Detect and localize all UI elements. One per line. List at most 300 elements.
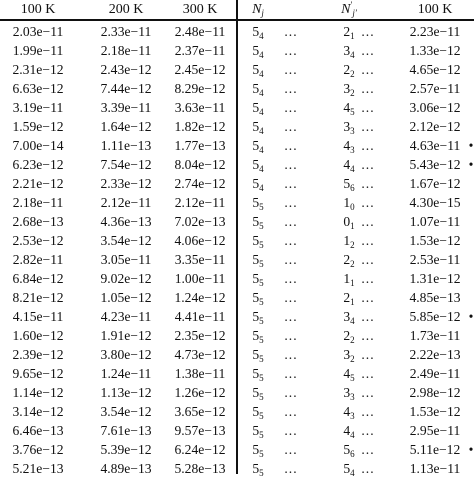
nj-value: 5 xyxy=(252,308,260,324)
cell-300k: 1.77e−13 xyxy=(174,137,226,153)
cell-ellipsis-left: ... xyxy=(284,194,298,210)
cell-300k: 2.45e−12 xyxy=(174,61,226,77)
cell-nj xyxy=(248,440,268,459)
cell-100k-left: 4.15e−11 xyxy=(12,308,64,324)
header-nj-symbol: N xyxy=(252,2,262,17)
njprime-subscript: 4 xyxy=(350,429,355,440)
cell-100k-right: 4.85e−13 xyxy=(409,289,461,305)
njprime-value: 5 xyxy=(343,175,351,191)
cell-300k: 7.02e−13 xyxy=(174,213,226,229)
cell-100k-left: 2.39e−12 xyxy=(12,346,64,362)
table-row xyxy=(0,459,474,478)
cell-nj xyxy=(248,212,268,231)
njprime-value: 3 xyxy=(343,384,351,400)
cell-300k: 3.35e−11 xyxy=(174,251,226,267)
cell-300k: 3.63e−11 xyxy=(174,99,226,115)
cell-ellipsis-left: ... xyxy=(284,346,298,362)
cell-100k-right: 4.63e−11 xyxy=(409,137,461,153)
nj-value: 5 xyxy=(252,137,260,153)
cell-300k: 9.57e−13 xyxy=(174,422,226,438)
cell-ellipsis-right: ... xyxy=(361,384,375,400)
nj-subscript: 5 xyxy=(259,429,264,440)
cell-100k-right: 1.67e−12 xyxy=(409,175,461,191)
table-row xyxy=(0,174,474,193)
cell-100k-left: 1.99e−11 xyxy=(12,42,64,58)
cell-nj xyxy=(248,117,268,136)
table-row xyxy=(0,307,474,326)
cell-ellipsis-right: ... xyxy=(361,23,375,39)
njprime-subscript: 3 xyxy=(350,144,355,155)
cell-100k-left: 2.21e−12 xyxy=(12,175,64,191)
cell-ellipsis-right: ... xyxy=(361,289,375,305)
cell-100k-left: 3.19e−11 xyxy=(12,99,64,115)
njprime-subscript: 1 xyxy=(350,220,355,231)
cell-ellipsis-left: ... xyxy=(284,289,298,305)
table-row xyxy=(0,136,474,155)
row-marker: • xyxy=(468,441,474,457)
nj-subscript: 5 xyxy=(259,334,264,345)
nj-value: 5 xyxy=(252,118,260,134)
cell-ellipsis-left: ... xyxy=(284,99,298,115)
nj-value: 5 xyxy=(252,422,260,438)
nj-value: 5 xyxy=(252,346,260,362)
cell-100k-right: 2.95e−11 xyxy=(409,422,461,438)
cell-300k: 2.37e−11 xyxy=(174,42,226,58)
cell-ellipsis-left: ... xyxy=(284,365,298,381)
njprime-value: 2 xyxy=(343,327,351,343)
header-200k: 200 K xyxy=(108,2,144,17)
njprime-value: 1 xyxy=(343,270,351,286)
njprime-value: 2 xyxy=(343,289,351,305)
njprime-subscript: 5 xyxy=(350,106,355,117)
cell-ellipsis-left: ... xyxy=(284,118,298,134)
cell-200k: 1.05e−12 xyxy=(100,289,152,305)
table-row xyxy=(0,117,474,136)
nj-value: 5 xyxy=(252,80,260,96)
cell-ellipsis-right: ... xyxy=(361,194,375,210)
njprime-value: 3 xyxy=(343,308,351,324)
cell-300k: 8.04e−12 xyxy=(174,156,226,172)
njprime-subscript: 0 xyxy=(350,201,355,212)
cell-100k-left: 2.31e−12 xyxy=(12,61,64,77)
cell-200k: 3.05e−11 xyxy=(100,251,152,267)
cell-100k-left: 6.63e−12 xyxy=(12,80,64,96)
cell-ellipsis-right: ... xyxy=(361,232,375,248)
cell-ellipsis-left: ... xyxy=(284,327,298,343)
nj-value: 5 xyxy=(252,327,260,343)
header-njprime-prime: ′ xyxy=(350,0,353,10)
table-row xyxy=(0,421,474,440)
cell-nj xyxy=(248,250,268,269)
cell-ellipsis-left: ... xyxy=(284,61,298,77)
cell-100k-left: 3.76e−12 xyxy=(12,441,64,457)
cell-100k-left: 1.59e−12 xyxy=(12,118,64,134)
nj-subscript: 5 xyxy=(259,372,264,383)
cell-nj xyxy=(248,60,268,79)
cell-100k-right: 1.31e−12 xyxy=(409,270,461,286)
nj-subscript: 4 xyxy=(259,163,264,174)
cell-ellipsis-right: ... xyxy=(361,118,375,134)
njprime-value: 4 xyxy=(343,156,351,172)
cell-200k: 3.54e−12 xyxy=(100,232,152,248)
cell-200k: 9.02e−12 xyxy=(100,270,152,286)
cell-nj xyxy=(248,41,268,60)
cell-200k: 4.89e−13 xyxy=(100,460,152,476)
table-row xyxy=(0,440,474,459)
njprime-subscript: 6 xyxy=(350,182,355,193)
njprime-subscript: 4 xyxy=(350,49,355,60)
cell-nj xyxy=(248,269,268,288)
njprime-value: 2 xyxy=(343,251,351,267)
nj-subscript: 5 xyxy=(259,467,264,478)
cell-200k: 4.23e−11 xyxy=(100,308,152,324)
cell-200k: 2.33e−12 xyxy=(100,175,152,191)
table-row xyxy=(0,402,474,421)
table-row xyxy=(0,98,474,117)
cell-200k: 3.80e−12 xyxy=(100,346,152,362)
nj-value: 5 xyxy=(252,384,260,400)
cell-300k: 1.24e−12 xyxy=(174,289,226,305)
table-row xyxy=(0,60,474,79)
cell-nj xyxy=(248,421,268,440)
header-300k: 300 K xyxy=(182,2,218,17)
cell-200k: 4.36e−13 xyxy=(100,213,152,229)
cell-ellipsis-right: ... xyxy=(361,156,375,172)
nj-subscript: 4 xyxy=(259,125,264,136)
njprime-value: 3 xyxy=(343,42,351,58)
cell-nj xyxy=(248,345,268,364)
nj-subscript: 5 xyxy=(259,201,264,212)
cell-nj xyxy=(248,98,268,117)
njprime-value: 2 xyxy=(343,61,351,77)
njprime-value: 4 xyxy=(343,99,351,115)
njprime-value: 4 xyxy=(343,137,351,153)
nj-value: 5 xyxy=(252,270,260,286)
cell-300k: 2.48e−11 xyxy=(174,23,226,39)
cell-300k: 4.41e−11 xyxy=(174,308,226,324)
cell-nj xyxy=(248,136,268,155)
cell-ellipsis-right: ... xyxy=(361,346,375,362)
njprime-value: 5 xyxy=(343,441,351,457)
cell-ellipsis-left: ... xyxy=(284,232,298,248)
njprime-subscript: 3 xyxy=(350,391,355,402)
nj-subscript: 5 xyxy=(259,410,264,421)
row-marker: • xyxy=(468,156,474,172)
cell-200k: 7.54e−12 xyxy=(100,156,152,172)
nj-subscript: 5 xyxy=(259,258,264,269)
njprime-subscript: 2 xyxy=(350,258,355,269)
njprime-value: 4 xyxy=(343,365,351,381)
njprime-subscript: 2 xyxy=(350,239,355,250)
njprime-subscript: 1 xyxy=(350,277,355,288)
njprime-value: 1 xyxy=(343,194,351,210)
njprime-value: 3 xyxy=(343,346,351,362)
header-nj xyxy=(248,0,268,19)
cell-ellipsis-left: ... xyxy=(284,384,298,400)
cell-nj xyxy=(248,22,268,41)
nj-subscript: 5 xyxy=(259,296,264,307)
cell-ellipsis-right: ... xyxy=(361,327,375,343)
nj-subscript: 5 xyxy=(259,391,264,402)
nj-value: 5 xyxy=(252,61,260,77)
cell-300k: 1.26e−12 xyxy=(174,384,226,400)
cell-200k: 3.54e−12 xyxy=(100,403,152,419)
cell-100k-left: 2.82e−11 xyxy=(12,251,64,267)
table-row xyxy=(0,345,474,364)
cell-nj xyxy=(248,193,268,212)
cell-100k-left: 9.65e−12 xyxy=(12,365,64,381)
cell-100k-left: 7.00e−14 xyxy=(12,137,64,153)
cell-ellipsis-right: ... xyxy=(361,213,375,229)
njprime-subscript: 5 xyxy=(350,372,355,383)
cell-100k-right: 1.53e−12 xyxy=(409,232,461,248)
header-njprime-subscript: j′ xyxy=(352,8,357,18)
cell-100k-right: 4.65e−12 xyxy=(409,61,461,77)
table-row xyxy=(0,79,474,98)
cell-200k: 1.91e−12 xyxy=(100,327,152,343)
cell-ellipsis-right: ... xyxy=(361,251,375,267)
cell-100k-left: 6.23e−12 xyxy=(12,156,64,172)
njprime-subscript: 1 xyxy=(350,296,355,307)
cell-ellipsis-left: ... xyxy=(284,308,298,324)
table-row xyxy=(0,193,474,212)
cell-100k-right: 5.11e−12 xyxy=(409,441,461,457)
cell-100k-right: 1.33e−12 xyxy=(409,42,461,58)
cell-100k-right: 2.98e−12 xyxy=(409,384,461,400)
cell-100k-right: 3.06e−12 xyxy=(409,99,461,115)
nj-value: 5 xyxy=(252,42,260,58)
nj-subscript: 5 xyxy=(259,239,264,250)
cell-200k: 2.43e−12 xyxy=(100,61,152,77)
cell-200k: 2.33e−11 xyxy=(100,23,152,39)
cell-100k-right: 1.07e−11 xyxy=(409,213,461,229)
cell-100k-left: 6.46e−13 xyxy=(12,422,64,438)
cell-100k-right: 2.22e−13 xyxy=(409,346,461,362)
nj-subscript: 4 xyxy=(259,49,264,60)
header-njprime xyxy=(338,0,360,19)
cell-nj xyxy=(248,231,268,250)
njprime-subscript: 3 xyxy=(350,410,355,421)
table-row xyxy=(0,326,474,345)
njprime-subscript: 2 xyxy=(350,87,355,98)
header-nj-subscript: j xyxy=(261,8,264,18)
njprime-value: 0 xyxy=(343,213,351,229)
cell-200k: 1.11e−13 xyxy=(100,137,152,153)
table-row xyxy=(0,288,474,307)
cell-200k: 5.39e−12 xyxy=(100,441,152,457)
row-marker: • xyxy=(468,308,474,324)
nj-subscript: 4 xyxy=(259,30,264,41)
cell-ellipsis-right: ... xyxy=(361,365,375,381)
cell-ellipsis-left: ... xyxy=(284,460,298,476)
row-marker: • xyxy=(468,137,474,153)
cell-nj xyxy=(248,79,268,98)
cell-300k: 1.82e−12 xyxy=(174,118,226,134)
nj-value: 5 xyxy=(252,213,260,229)
cell-300k: 2.12e−11 xyxy=(174,194,226,210)
table-row xyxy=(0,22,474,41)
nj-value: 5 xyxy=(252,289,260,305)
cell-300k: 4.06e−12 xyxy=(174,232,226,248)
cell-100k-right: 1.13e−11 xyxy=(409,460,461,476)
cell-ellipsis-left: ... xyxy=(284,137,298,153)
nj-subscript: 4 xyxy=(259,182,264,193)
header-100k-left: 100 K xyxy=(20,2,56,17)
table-row xyxy=(0,383,474,402)
cell-ellipsis-left: ... xyxy=(284,156,298,172)
cell-300k: 3.65e−12 xyxy=(174,403,226,419)
nj-value: 5 xyxy=(252,175,260,191)
cell-ellipsis-left: ... xyxy=(284,175,298,191)
nj-subscript: 4 xyxy=(259,68,264,79)
cell-100k-left: 2.18e−11 xyxy=(12,194,64,210)
nj-subscript: 4 xyxy=(259,87,264,98)
cell-100k-left: 2.68e−13 xyxy=(12,213,64,229)
cell-300k: 1.38e−11 xyxy=(174,365,226,381)
cell-ellipsis-right: ... xyxy=(361,175,375,191)
cell-nj xyxy=(248,326,268,345)
njprime-value: 2 xyxy=(343,23,351,39)
cell-200k: 3.39e−11 xyxy=(100,99,152,115)
nj-subscript: 4 xyxy=(259,144,264,155)
nj-value: 5 xyxy=(252,99,260,115)
table-row xyxy=(0,364,474,383)
nj-subscript: 5 xyxy=(259,277,264,288)
cell-ellipsis-right: ... xyxy=(361,441,375,457)
table-row xyxy=(0,41,474,60)
cell-100k-right: 2.23e−11 xyxy=(409,23,461,39)
cell-300k: 6.24e−12 xyxy=(174,441,226,457)
cell-100k-left: 2.53e−12 xyxy=(12,232,64,248)
njprime-subscript: 4 xyxy=(350,163,355,174)
cell-ellipsis-left: ... xyxy=(284,213,298,229)
cell-ellipsis-right: ... xyxy=(361,42,375,58)
nj-subscript: 5 xyxy=(259,315,264,326)
cell-200k: 2.12e−11 xyxy=(100,194,152,210)
cell-300k: 8.29e−12 xyxy=(174,80,226,96)
njprime-subscript: 2 xyxy=(350,353,355,364)
cell-200k: 7.44e−12 xyxy=(100,80,152,96)
cell-100k-right: 2.12e−12 xyxy=(409,118,461,134)
cell-nj xyxy=(248,364,268,383)
cell-100k-left: 1.60e−12 xyxy=(12,327,64,343)
cell-200k: 1.64e−12 xyxy=(100,118,152,134)
cell-200k: 1.13e−12 xyxy=(100,384,152,400)
cell-100k-left: 6.84e−12 xyxy=(12,270,64,286)
cell-200k: 1.24e−11 xyxy=(100,365,152,381)
nj-value: 5 xyxy=(252,365,260,381)
nj-value: 5 xyxy=(252,232,260,248)
cell-100k-right: 1.53e−12 xyxy=(409,403,461,419)
njprime-subscript: 3 xyxy=(350,125,355,136)
table-row xyxy=(0,155,474,174)
nj-subscript: 5 xyxy=(259,448,264,459)
njprime-value: 1 xyxy=(343,232,351,248)
nj-subscript: 4 xyxy=(259,106,264,117)
nj-value: 5 xyxy=(252,403,260,419)
cell-100k-left: 5.21e−13 xyxy=(12,460,64,476)
cell-300k: 2.35e−12 xyxy=(174,327,226,343)
cell-300k: 2.74e−12 xyxy=(174,175,226,191)
njprime-subscript: 1 xyxy=(350,30,355,41)
cell-ellipsis-right: ... xyxy=(361,137,375,153)
cell-ellipsis-right: ... xyxy=(361,99,375,115)
cell-ellipsis-right: ... xyxy=(361,80,375,96)
nj-subscript: 5 xyxy=(259,353,264,364)
cell-100k-right: 2.49e−11 xyxy=(409,365,461,381)
nj-value: 5 xyxy=(252,156,260,172)
njprime-value: 5 xyxy=(343,460,351,476)
cell-200k: 2.18e−11 xyxy=(100,42,152,58)
cell-ellipsis-right: ... xyxy=(361,61,375,77)
nj-value: 5 xyxy=(252,23,260,39)
cell-nj xyxy=(248,383,268,402)
nj-value: 5 xyxy=(252,194,260,210)
njprime-subscript: 4 xyxy=(350,467,355,478)
cell-100k-right: 5.85e−12 xyxy=(409,308,461,324)
cell-ellipsis-left: ... xyxy=(284,403,298,419)
cell-200k: 7.61e−13 xyxy=(100,422,152,438)
nj-subscript: 5 xyxy=(259,220,264,231)
cell-ellipsis-right: ... xyxy=(361,403,375,419)
njprime-subscript: 2 xyxy=(350,68,355,79)
njprime-subscript: 6 xyxy=(350,448,355,459)
njprime-subscript: 4 xyxy=(350,315,355,326)
table-row xyxy=(0,212,474,231)
cell-ellipsis-left: ... xyxy=(284,422,298,438)
cell-ellipsis-left: ... xyxy=(284,80,298,96)
njprime-value: 3 xyxy=(343,118,351,134)
cell-300k: 1.00e−11 xyxy=(174,270,226,286)
cell-300k: 4.73e−12 xyxy=(174,346,226,362)
cell-100k-right: 2.53e−11 xyxy=(409,251,461,267)
table-row xyxy=(0,269,474,288)
cell-nj xyxy=(248,155,268,174)
cell-ellipsis-left: ... xyxy=(284,23,298,39)
table-row xyxy=(0,250,474,269)
cell-ellipsis-left: ... xyxy=(284,251,298,267)
cell-100k-left: 2.03e−11 xyxy=(12,23,64,39)
nj-value: 5 xyxy=(252,251,260,267)
cell-ellipsis-right: ... xyxy=(361,270,375,286)
cell-ellipsis-left: ... xyxy=(284,441,298,457)
njprime-value: 4 xyxy=(343,403,351,419)
cell-100k-left: 3.14e−12 xyxy=(12,403,64,419)
cell-ellipsis-left: ... xyxy=(284,42,298,58)
cell-nj xyxy=(248,174,268,193)
cell-100k-right: 1.73e−11 xyxy=(409,327,461,343)
cell-100k-right: 4.30e−15 xyxy=(409,194,461,210)
nj-value: 5 xyxy=(252,460,260,476)
cell-ellipsis-right: ... xyxy=(361,308,375,324)
njprime-value: 3 xyxy=(343,80,351,96)
cell-ellipsis-right: ... xyxy=(361,422,375,438)
njprime-subscript: 2 xyxy=(350,334,355,345)
cell-nj xyxy=(248,288,268,307)
cell-300k: 5.28e−13 xyxy=(174,460,226,476)
header-njprime-symbol: N xyxy=(341,2,351,17)
cell-nj xyxy=(248,459,268,478)
header-100k-right: 100 K xyxy=(417,2,453,17)
njprime-value: 4 xyxy=(343,422,351,438)
cell-nj xyxy=(248,402,268,421)
cell-100k-left: 8.21e−12 xyxy=(12,289,64,305)
cell-ellipsis-right: ... xyxy=(361,460,375,476)
cell-nj xyxy=(248,307,268,326)
cell-ellipsis-left: ... xyxy=(284,270,298,286)
nj-value: 5 xyxy=(252,441,260,457)
table-row xyxy=(0,231,474,250)
